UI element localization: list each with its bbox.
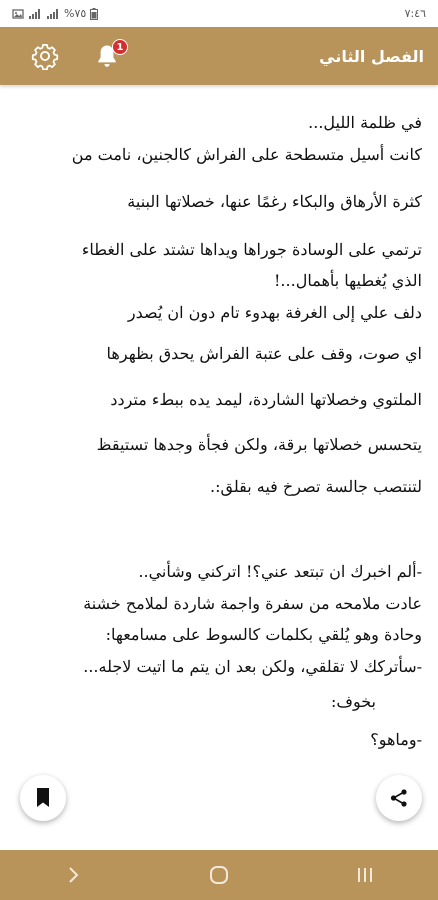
story-line: اي صوت، وقف على عتبة الفراش يحدق بظهرها [106, 344, 422, 363]
story-line: -سأتركك لا تقلقي، ولكن بعد ان يتم ما اتيت لاجله... [83, 656, 422, 676]
story-line: بخوف: [330, 692, 376, 711]
signal-icon [46, 8, 60, 20]
share-button[interactable] [376, 775, 422, 821]
story-line: دلف علي إلى الغرفة بهدوء تام دون ان يُصدر [127, 302, 422, 322]
app-bar [0, 27, 438, 85]
system-nav-bar [0, 850, 438, 900]
story-line: عادت ملامحه من سفرة واجمة شاردة لملامح خشنة [83, 593, 422, 613]
story-blank-line [14, 502, 422, 556]
battery-percent: %٧٥ [64, 7, 87, 20]
share-icon [389, 788, 409, 808]
story-line: كانت أسيل متسطحة على الفراش كالجنين، نامت من [71, 144, 422, 164]
story-line: -وماهو؟ [370, 729, 422, 749]
status-time: ٧:٤٦ [404, 7, 426, 20]
image-icon [12, 8, 24, 20]
story-line: ترتمي على الوسادة جوراها ويداها تشتد على الغطاء [81, 239, 422, 259]
settings-gear-icon [31, 42, 59, 70]
bookmark-icon [34, 787, 52, 809]
home-circle-icon [209, 865, 229, 885]
nav-recent-apps-button[interactable] [335, 855, 395, 895]
story-line: الذي يُغطيها بأهمال...! [274, 271, 422, 290]
story-line: لتنتصب جالسة تصرخ فيه بقلق:. [210, 476, 422, 496]
story-content[interactable] [0, 85, 438, 850]
settings-button[interactable] [28, 39, 62, 73]
nav-home-button[interactable] [189, 855, 249, 895]
status-bar [0, 0, 438, 27]
recent-apps-icon [356, 866, 374, 884]
signal-icon [28, 8, 42, 20]
story-line: -ألم اخبرك ان تبتعد عني؟! اتركني وشأني.. [138, 562, 422, 581]
nav-back-button[interactable] [43, 855, 103, 895]
back-chevron-icon [66, 866, 80, 884]
app-bar-actions [28, 39, 124, 73]
notification-badge: 1 [112, 39, 128, 55]
notifications-button[interactable] [90, 39, 124, 73]
story-line: كثرة الأرهاق والبكاء رغمًا عنها، خصلاتها البنية [127, 192, 422, 211]
bookmark-button[interactable] [20, 775, 66, 821]
story-line: في ظلمة الليل... [308, 113, 422, 132]
battery-icon [90, 8, 98, 20]
story-line: الملتوي وخصلاتها الشاردة، ليمد يده ببطء متردد [110, 389, 422, 409]
page-title: الفصل الثاني [319, 46, 424, 66]
story-line: يتحسس خصلاتها برقة، ولكن فجأة وجدها تستيقظ [96, 435, 422, 454]
story-line: وحادة وهو يُلقي بكلمات كالسوط على مسامعها: [105, 625, 422, 644]
status-icons [12, 7, 98, 20]
